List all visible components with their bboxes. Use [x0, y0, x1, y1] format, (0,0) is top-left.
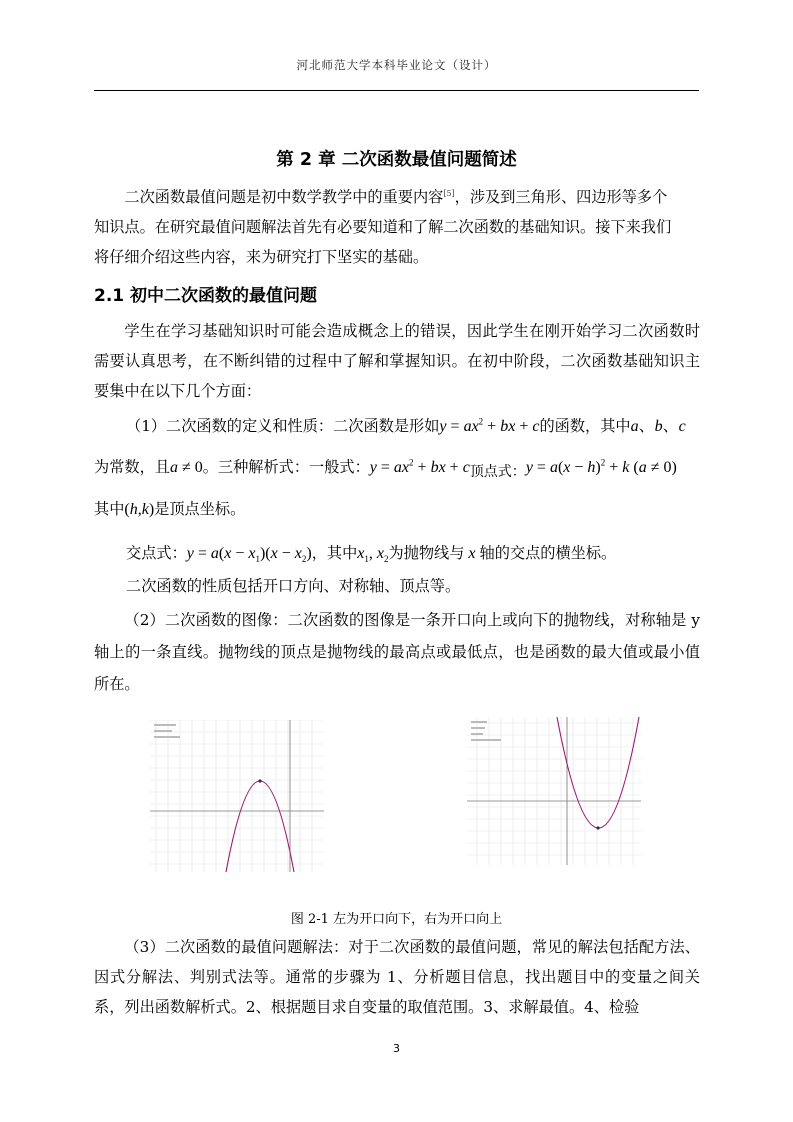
- coefficients: a、b、c: [630, 418, 686, 435]
- roots: $x_1$, $x_2$: [357, 545, 389, 565]
- intro-line1-b: ，涉及到三角形、四边形等多个: [454, 188, 668, 207]
- intercept-text-d: 轴的交点的横坐标。: [479, 544, 617, 562]
- axes: [150, 720, 324, 872]
- parabola-curve-up: [557, 717, 639, 828]
- item1-text-g: 是顶点坐标。: [154, 500, 246, 518]
- parabola-curve-down: [226, 781, 294, 872]
- legend-lines: [471, 721, 501, 741]
- intercept-line: [126, 541, 616, 566]
- running-header: 河北师范大学本科毕业论文（设计）: [296, 58, 497, 72]
- item1-line3: [94, 497, 245, 522]
- page-number: 3: [393, 1042, 400, 1055]
- intercept-text-c: 为抛物线与: [388, 544, 465, 562]
- formula-general: $y = ax^2$ + bx + c: [439, 416, 540, 435]
- condition-a-nonzero: a ≠ 0: [169, 459, 203, 476]
- item1-text-a: （1）二次函数的定义和性质：二次函数是形如: [126, 417, 440, 435]
- intro-line3: 将仔细介绍这些内容，来为研究打下坚实的基础。: [94, 248, 429, 267]
- item1-line1: [126, 414, 686, 439]
- intro-line2: 知识点。在研究最值问题解法首先有必要知道和了解二次函数的基础知识。接下来我们: [94, 218, 672, 237]
- citation-ref[interactable]: [5]: [443, 189, 455, 198]
- item3-paragraph: （3）二次函数的最值问题解法：对于二次函数的最值问题，常见的解法包括配方法、因式分解法、判别式法等。通常的步骤为 1、分析题目信息，找出题目中的变量之间关系，列出函数解析式。2、根据题目求自变量的取值范围。3、求解最值。4、检验: [94, 938, 700, 1016]
- item1-line2: [94, 455, 677, 480]
- item1-text-f: 其中: [94, 500, 125, 518]
- figure-parabola-up: [467, 717, 641, 865]
- intro-paragraph: [94, 179, 700, 272]
- intro-line1-a: 二次函数最值问题是初中数学教学中的重要内容: [124, 188, 444, 207]
- vertex-point: [596, 826, 599, 829]
- section-paragraph: 学生在学习基础知识时可能会造成概念上的错误，因此学生在刚开始学习二次函数时需要认真思考，在不断纠错的过程中了解和掌握知识。在初中阶段，二次函数基础知识主要集中在以下几个方面：: [94, 322, 700, 400]
- item1-text-d: 。三种解析式：一般式：: [202, 458, 370, 476]
- x-axis-symbol: x: [464, 545, 480, 562]
- figure-parabola-down: [150, 720, 324, 872]
- vertex-coords: (h,k): [124, 501, 155, 518]
- intercept-text-a: 交点式：: [126, 544, 187, 562]
- item1-text-b: 的函数，其中: [539, 417, 631, 435]
- header-rule: [94, 90, 699, 91]
- vertex-point: [258, 779, 261, 782]
- grid-lines: [150, 720, 324, 872]
- chapter-title: 第 2 章 二次函数最值问题简述: [276, 150, 517, 170]
- figure-caption: 图 2-1 左为开口向下，右为开口向上: [290, 912, 503, 927]
- item1-text-c: 为常数，且: [94, 458, 170, 476]
- item1-text-e: 顶点式：: [469, 464, 526, 480]
- formula-general-form: $y = ax^2$ + bx + c: [369, 457, 470, 476]
- legend-lines: [154, 724, 180, 738]
- intercept-text-b: ，其中: [311, 544, 358, 562]
- formula-intercept-form: $y = a(x - x_1)(x - x_2)$: [186, 545, 312, 565]
- section-title: 2.1 初中二次函数的最值问题: [94, 286, 318, 306]
- properties-line: 二次函数的性质包括开口方向、对称轴、顶点等。: [126, 577, 461, 595]
- item2-paragraph: （2）二次函数的图像：二次函数的图像是一条开口向上或向下的抛物线，对称轴是 y 轴上的一条直线。抛物线的顶点是抛物线的最高点或最低点，也是函数的最大值或最小值所在。: [94, 611, 700, 693]
- formula-vertex-form: $y = a(x - h)^2 + k$ (a ≠ 0): [525, 457, 677, 476]
